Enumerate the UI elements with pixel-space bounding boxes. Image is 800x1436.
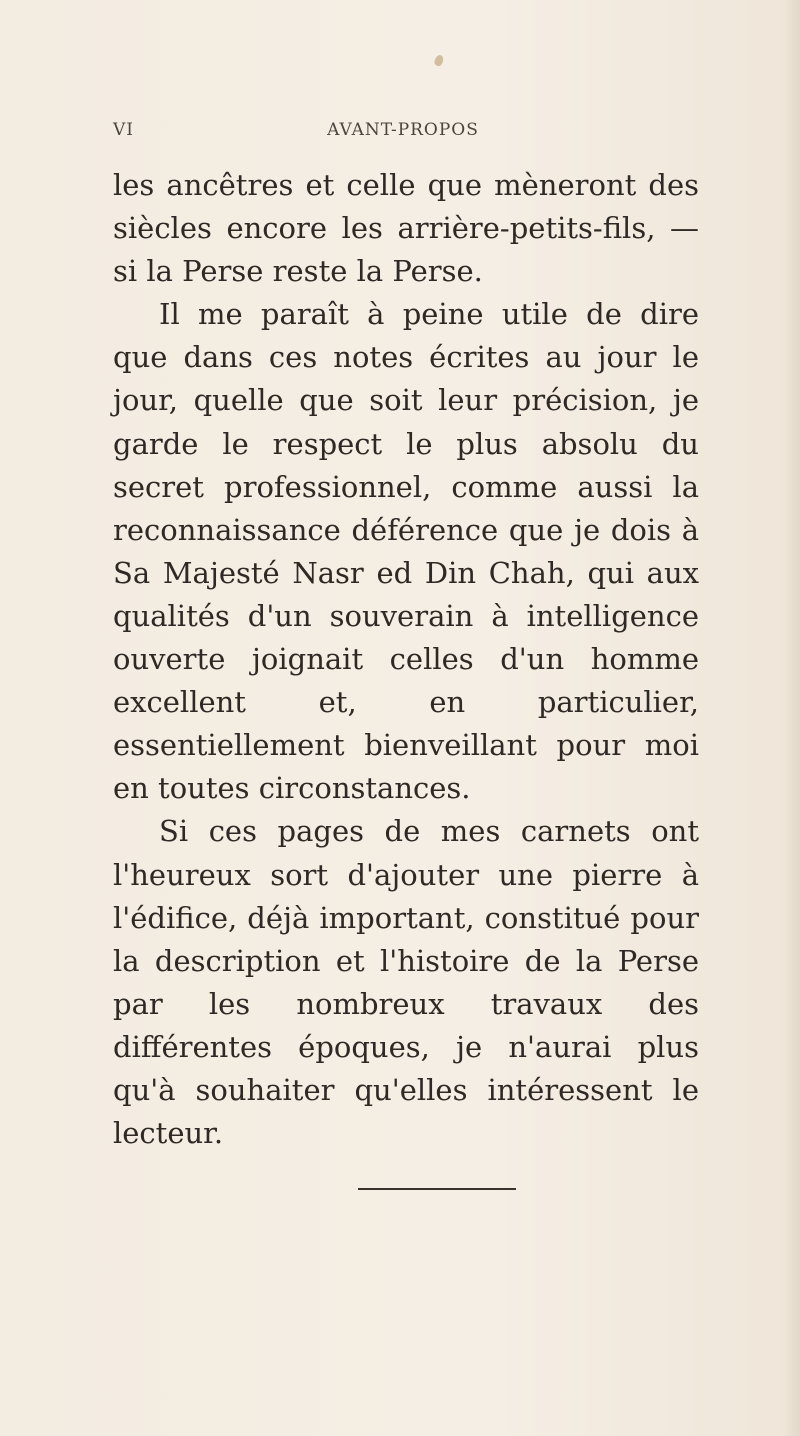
paragraph-continuation: les ancêtres et celle que mèneront des siècles encore les arrière-petits-fils, — si la Perse reste la Perse. [113, 168, 699, 289]
running-title: AVANT-PROPOS [327, 120, 479, 140]
ink-spot [433, 54, 444, 67]
page-number: VI [113, 120, 134, 140]
paragraph-secret-professionnel: Il me paraît à peine utile de dire que dans ces notes écrites au jour le jour, quelle que soit leur précision, je garde le respect le plus absolu du secret professionnel, comme aussi la reconnaissance déférence que je dois à Sa Majesté Nasr ed Din Chah, qui aux qualités d'un souverain à intelligence ouverte joignait celles d'un homme excellent et, en particulier, essentiellement bienveillant pour moi en toutes circonstances. [113, 297, 699, 806]
paragraph-carnets: Si ces pages de mes carnets ont l'heureux sort d'ajouter une pierre à l'édifice, déjà important, constitué pour la description et l'histoire de la Perse par les nombreux travaux des différentes époques, je n'aurai plus qu'à souhaiter qu'elles intéressent le lecteur. [113, 814, 699, 1151]
body-text [113, 164, 699, 1155]
page-edge-shadow [782, 0, 800, 1436]
running-head [113, 120, 693, 144]
closing-rule [358, 1188, 516, 1190]
